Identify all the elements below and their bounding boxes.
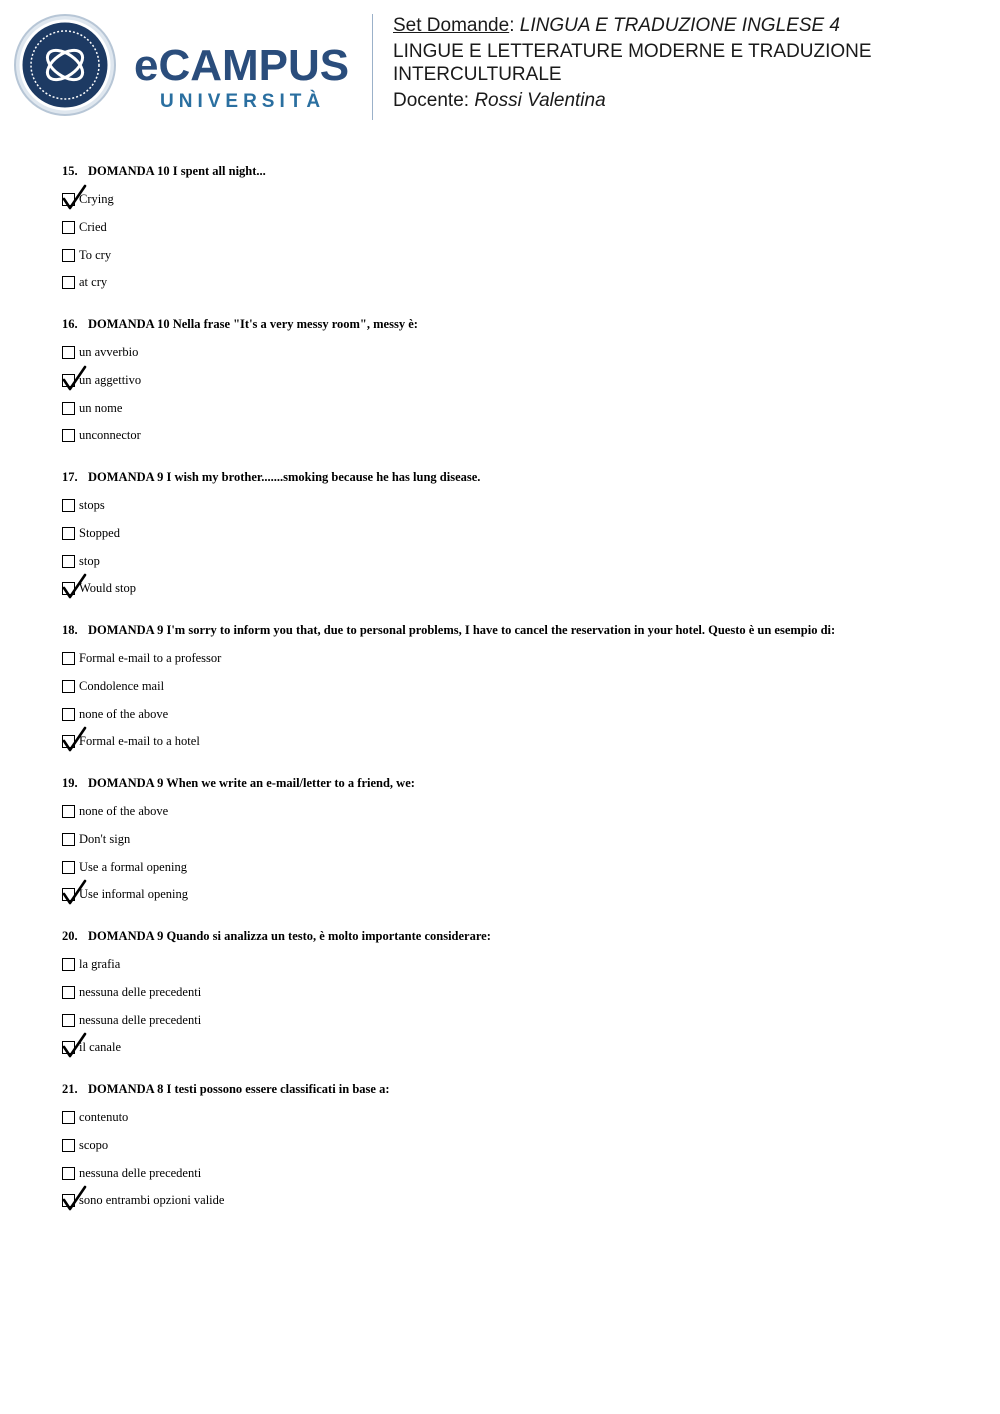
answer-option-label: none of the above [79, 804, 169, 819]
checked-checkbox[interactable] [62, 374, 75, 387]
course-info [393, 14, 993, 112]
checkbox[interactable] [62, 555, 75, 568]
checkbox[interactable] [62, 221, 75, 234]
answer-option[interactable] [62, 492, 962, 520]
answer-option[interactable] [62, 1104, 962, 1132]
answer-option[interactable] [62, 269, 962, 297]
answer-option-label: un nome [79, 400, 123, 415]
answer-options [62, 186, 962, 297]
degree-line-2: INTERCULTURALE [393, 64, 562, 85]
question-number: 16. [62, 317, 78, 331]
checkbox[interactable] [62, 499, 75, 512]
answer-options [62, 951, 962, 1062]
checkmark-icon [63, 184, 87, 210]
answer-option-label: none of the above [79, 706, 169, 721]
answer-option[interactable] [62, 520, 962, 548]
answer-option-label: il canale [79, 1040, 121, 1055]
question-text: DOMANDA 10 I spent all night... [88, 164, 266, 178]
question-list [62, 160, 962, 1231]
degree-line-1: LINGUE E LETTERATURE MODERNE E TRADUZIONE [393, 41, 872, 62]
checkbox[interactable] [62, 429, 75, 442]
checked-checkbox[interactable] [62, 888, 75, 901]
answer-option[interactable] [62, 979, 962, 1007]
logo-brand-text: eCAMPUS [134, 41, 350, 90]
answer-option-label: nessuna delle precedenti [79, 1012, 202, 1027]
question-text: DOMANDA 8 I testi possono essere classificati in base a: [88, 1082, 390, 1096]
checkbox[interactable] [62, 1167, 75, 1180]
checkbox[interactable] [62, 276, 75, 289]
answer-option[interactable] [62, 826, 962, 854]
checkbox[interactable] [62, 833, 75, 846]
checkmark-icon [63, 1185, 87, 1211]
question-number: 17. [62, 470, 78, 484]
set-colon: : [509, 15, 515, 36]
question-block [62, 315, 962, 466]
answer-option-label: un aggettivo [79, 373, 142, 388]
checkbox[interactable] [62, 680, 75, 693]
answer-options [62, 339, 962, 450]
answer-option[interactable] [62, 186, 962, 214]
checkmark-icon [63, 573, 87, 599]
answer-option-label: Don't sign [79, 832, 131, 847]
checkmark-icon [63, 1032, 87, 1058]
checkbox[interactable] [62, 708, 75, 721]
question-block [62, 621, 962, 772]
answer-option-label: Formal e-mail to a hotel [79, 734, 200, 749]
answer-option-label: Crying [79, 192, 114, 207]
teacher-label: Docente: [393, 90, 475, 111]
answer-option-label: To cry [79, 247, 112, 262]
answer-options [62, 645, 962, 756]
question-text: DOMANDA 9 I wish my brother.......smoking because he has lung disease. [88, 470, 481, 484]
question-number: 20. [62, 929, 78, 943]
checkbox[interactable] [62, 1111, 75, 1124]
answer-options [62, 798, 962, 909]
answer-option-label: unconnector [79, 428, 141, 443]
header-divider [372, 14, 373, 120]
question-text: DOMANDA 9 Quando si analizza un testo, è molto importante considerare: [88, 929, 491, 943]
answer-option[interactable] [62, 547, 962, 575]
answer-option[interactable] [62, 645, 962, 673]
checkbox[interactable] [62, 1139, 75, 1152]
answer-option-label: at cry [79, 275, 108, 290]
teacher-line [393, 89, 993, 112]
answer-option[interactable] [62, 339, 962, 367]
question-title [62, 315, 962, 333]
question-text: DOMANDA 9 I'm sorry to inform you that, due to personal problems, I have to cancel the reservation in your hotel. Questo è un esempio di: [88, 623, 836, 637]
checkbox[interactable] [62, 986, 75, 999]
checked-checkbox[interactable] [62, 582, 75, 595]
answer-option[interactable] [62, 853, 962, 881]
question-title [62, 621, 962, 639]
answer-option[interactable] [62, 798, 962, 826]
question-block [62, 468, 962, 619]
checkbox[interactable] [62, 402, 75, 415]
question-title [62, 927, 962, 945]
checkbox[interactable] [62, 1014, 75, 1027]
answer-options [62, 1104, 962, 1215]
answer-option[interactable] [62, 241, 962, 269]
answer-option-label: nessuna delle precedenti [79, 985, 202, 1000]
answer-option-label: la grafia [79, 957, 121, 972]
answer-option[interactable] [62, 951, 962, 979]
checkbox[interactable] [62, 527, 75, 540]
answer-option[interactable] [62, 575, 962, 603]
answer-option[interactable] [62, 1132, 962, 1160]
checkmark-icon [63, 365, 87, 391]
checkbox[interactable] [62, 346, 75, 359]
answer-option-label: Stopped [79, 526, 120, 541]
checked-checkbox[interactable] [62, 1041, 75, 1054]
question-number: 19. [62, 776, 78, 790]
answer-option[interactable] [62, 700, 962, 728]
checked-checkbox[interactable] [62, 193, 75, 206]
question-number: 18. [62, 623, 78, 637]
answer-option-label: stop [79, 553, 100, 568]
answer-option[interactable] [62, 1187, 962, 1215]
question-title [62, 774, 962, 792]
answer-option[interactable] [62, 673, 962, 701]
answer-option[interactable] [62, 394, 962, 422]
answer-options [62, 492, 962, 603]
checkbox[interactable] [62, 958, 75, 971]
teacher-name: Rossi Valentina [474, 90, 606, 111]
checkbox[interactable] [62, 249, 75, 262]
answer-option-label: Cried [79, 220, 107, 235]
question-number: 21. [62, 1082, 78, 1096]
answer-option[interactable] [62, 1006, 962, 1034]
checked-checkbox[interactable] [62, 1194, 75, 1207]
question-block [62, 162, 962, 313]
answer-option-label: Condolence mail [79, 679, 165, 694]
course-title: LINGUA E TRADUZIONE INGLESE 4 [519, 15, 841, 36]
question-number: 15. [62, 164, 78, 178]
answer-option[interactable] [62, 881, 962, 909]
checkbox[interactable] [62, 861, 75, 874]
answer-option-label: contenuto [79, 1110, 129, 1125]
question-title [62, 162, 962, 180]
ecampus-logo [14, 14, 359, 118]
set-domande-line [393, 14, 993, 37]
answer-option-label: nessuna delle precedenti [79, 1165, 202, 1180]
answer-option-label: Use informal opening [79, 887, 189, 902]
checkmark-icon [63, 879, 87, 905]
answer-option-label: Use a formal opening [79, 859, 187, 874]
answer-option-label: stops [79, 498, 105, 513]
answer-option[interactable] [62, 1034, 962, 1062]
question-block [62, 1080, 962, 1231]
question-block [62, 774, 962, 925]
answer-option-label: Formal e-mail to a professor [79, 651, 222, 666]
answer-option-label: un avverbio [79, 345, 139, 360]
answer-option[interactable] [62, 728, 962, 756]
answer-option-label: sono entrambi opzioni valide [79, 1193, 225, 1208]
answer-option[interactable] [62, 1159, 962, 1187]
question-text: DOMANDA 10 Nella frase "It's a very messy room", messy è: [88, 317, 418, 331]
answer-option-label: scopo [79, 1138, 109, 1153]
answer-option[interactable] [62, 422, 962, 450]
question-title [62, 468, 962, 486]
checkbox[interactable] [62, 805, 75, 818]
set-label: Set Domande [393, 15, 510, 36]
checkbox[interactable] [62, 652, 75, 665]
question-title [62, 1080, 962, 1098]
answer-option[interactable] [62, 214, 962, 242]
question-text: DOMANDA 9 When we write an e-mail/letter to a friend, we: [88, 776, 415, 790]
question-block [62, 927, 962, 1078]
checked-checkbox[interactable] [62, 735, 75, 748]
page-header [0, 0, 1000, 130]
answer-option[interactable] [62, 367, 962, 395]
answer-option-label: Would stop [79, 581, 136, 596]
logo-sub-text: UNIVERSITÀ [160, 91, 326, 112]
checkmark-icon [63, 726, 87, 752]
